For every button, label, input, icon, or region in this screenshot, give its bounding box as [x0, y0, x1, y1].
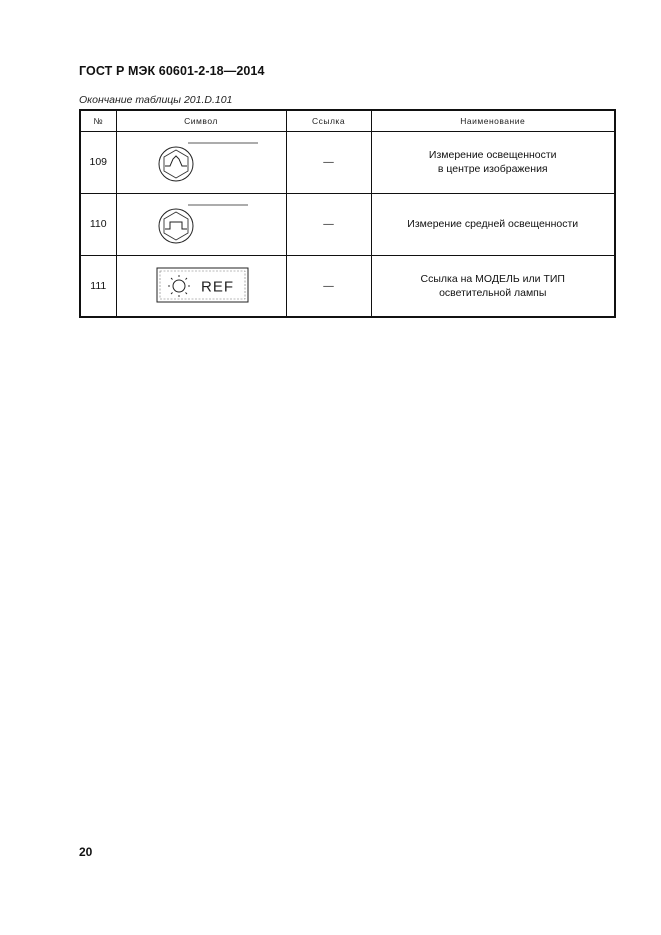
- column-header-number: №: [80, 110, 116, 131]
- document-title: ГОСТ Р МЭК 60601-2-18—2014: [79, 64, 265, 78]
- name-line: Измерение освещенности: [428, 149, 557, 161]
- reference-cell: —: [286, 255, 371, 317]
- column-header-reference: Ссылка: [286, 110, 371, 131]
- table-row: [80, 131, 615, 193]
- name-cell: [371, 131, 615, 193]
- table-row: [80, 255, 615, 317]
- row-number: 109: [80, 131, 116, 193]
- symbol-cell: [116, 131, 286, 193]
- lamp-ref-icon: [136, 263, 266, 309]
- reference-cell: —: [286, 193, 371, 255]
- column-header-symbol: Символ: [116, 110, 286, 131]
- name-line: в центре изображения: [437, 163, 548, 175]
- reference-cell: —: [286, 131, 371, 193]
- symbol-cell: [116, 193, 286, 255]
- name-line: осветительной лампы: [439, 286, 547, 299]
- row-number: 111: [80, 255, 116, 317]
- name-line: Ссылка на МОДЕЛЬ или ТИП: [420, 272, 565, 285]
- table-row: [80, 193, 615, 255]
- row-number: 110: [80, 193, 116, 255]
- average-illuminance-measurement-icon: [136, 201, 266, 247]
- symbol-cell: [116, 255, 286, 317]
- ref-symbol-text: REF: [201, 278, 234, 296]
- name-cell: [371, 193, 615, 255]
- name-cell: [371, 255, 615, 317]
- symbols-table: [79, 109, 616, 318]
- table-caption: Окончание таблицы 201.D.101: [79, 94, 233, 106]
- table-header-row: [80, 110, 615, 131]
- page-number: 20: [79, 845, 93, 859]
- column-header-name: Наименование: [371, 110, 615, 131]
- illuminance-center-measurement-icon: [136, 139, 266, 185]
- name-line: Измерение средней освещенности: [407, 218, 579, 230]
